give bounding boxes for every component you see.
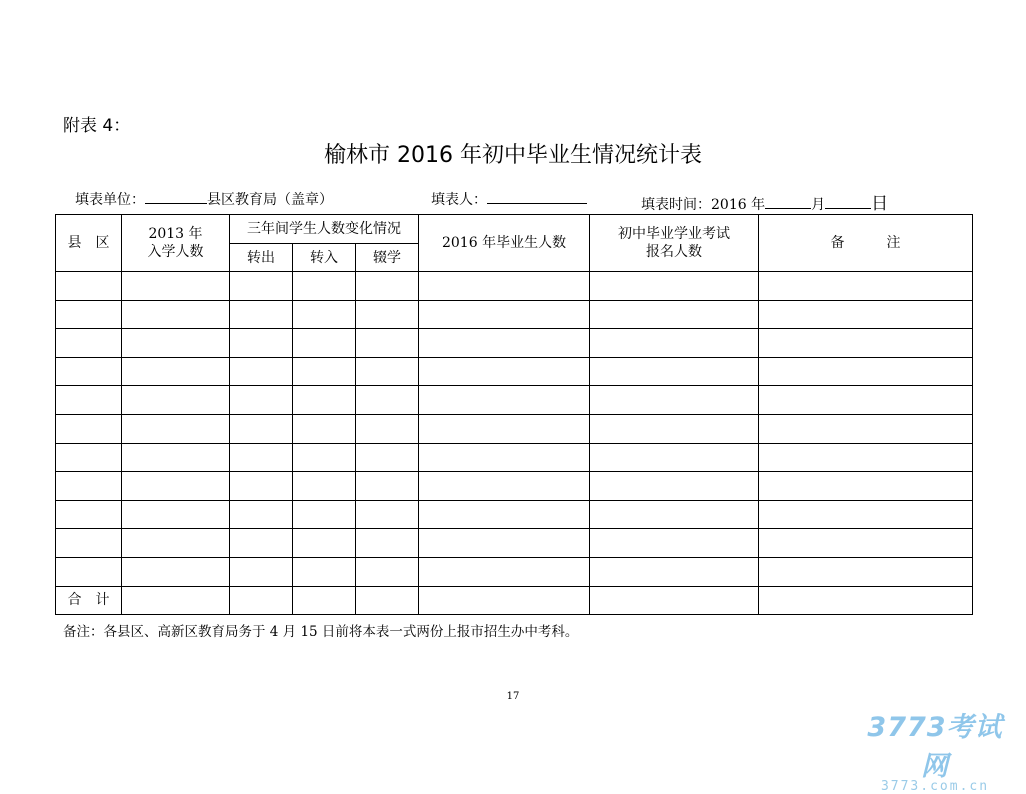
- table-cell: [419, 386, 590, 415]
- table-cell: [230, 529, 293, 558]
- table-cell: [230, 443, 293, 472]
- footnote: 备注：各县区、高新区教育局务于 4 月 15 日前将本表一式两份上报市招生办中考科。: [63, 624, 579, 640]
- unit-suffix: 县区教育局（盖章）: [207, 192, 333, 208]
- table-cell: [56, 443, 122, 472]
- table-cell: [122, 329, 230, 358]
- table-cell: [230, 272, 293, 301]
- person-label: 填表人：: [431, 192, 487, 208]
- header-county: 县 区: [56, 215, 122, 272]
- watermark-logo: 3773考试网: [867, 712, 1003, 782]
- table-cell: [230, 557, 293, 586]
- table-cell: [419, 500, 590, 529]
- table-cell: [122, 357, 230, 386]
- time-label: 填表时间：2016 年: [641, 197, 766, 213]
- table-cell: [122, 386, 230, 415]
- table-cell: [56, 357, 122, 386]
- header-row-1: [56, 215, 973, 244]
- month-label: 月: [811, 197, 826, 213]
- table-row: [56, 472, 973, 501]
- fill-unit: [75, 189, 333, 209]
- table-cell: [356, 300, 419, 329]
- table-row: [56, 386, 973, 415]
- table-cell: [122, 472, 230, 501]
- fill-time: [641, 189, 888, 214]
- table-cell: [293, 329, 356, 358]
- table-cell: [419, 357, 590, 386]
- unit-label: 填表单位：: [75, 192, 145, 208]
- fill-person: [431, 189, 587, 209]
- table-cell: [590, 500, 759, 529]
- table-row: [56, 272, 973, 301]
- table-cell: [230, 586, 293, 615]
- table-cell: [122, 272, 230, 301]
- table-cell: [293, 472, 356, 501]
- table-cell: [122, 443, 230, 472]
- table-cell: [590, 386, 759, 415]
- table-cell: [759, 300, 973, 329]
- table-cell: [419, 300, 590, 329]
- header-remarks: 备 注: [759, 215, 973, 272]
- table-cell: [56, 500, 122, 529]
- table-cell: [293, 586, 356, 615]
- table-cell: [759, 272, 973, 301]
- table-row: [56, 414, 973, 443]
- table-cell: [293, 414, 356, 443]
- table-cell: [590, 329, 759, 358]
- table-cell: [759, 386, 973, 415]
- header-enrollment: [122, 215, 230, 272]
- table-cell: [419, 443, 590, 472]
- table-cell: [230, 300, 293, 329]
- table-cell: [56, 414, 122, 443]
- table-row: [56, 443, 973, 472]
- table-cell: [293, 529, 356, 558]
- table-cell: [356, 586, 419, 615]
- table-cell: [590, 529, 759, 558]
- table-cell: [356, 386, 419, 415]
- page-number: 17: [506, 691, 520, 702]
- table-cell: [293, 386, 356, 415]
- header-exam-line1: 初中毕业学业考试: [618, 226, 731, 242]
- table-cell: [759, 329, 973, 358]
- table-cell: [356, 357, 419, 386]
- table-cell: [56, 272, 122, 301]
- table-cell: [293, 443, 356, 472]
- table-cell: [356, 557, 419, 586]
- statistics-table: [55, 214, 973, 615]
- table-cell: [590, 272, 759, 301]
- table-cell: [759, 500, 973, 529]
- table-cell: [419, 329, 590, 358]
- table-cell: [590, 300, 759, 329]
- table-cell: [419, 472, 590, 501]
- header-transfer-out: 转出: [230, 244, 293, 272]
- table-cell: [759, 443, 973, 472]
- table-cell: [590, 414, 759, 443]
- person-blank: [487, 190, 587, 204]
- table-cell: [419, 586, 590, 615]
- table-cell: [759, 472, 973, 501]
- total-label: 合 计: [56, 586, 122, 615]
- table-cell: [759, 414, 973, 443]
- table-cell: [590, 586, 759, 615]
- table-cell: [122, 557, 230, 586]
- table-cell: [293, 357, 356, 386]
- table-cell: [590, 357, 759, 386]
- table-cell: [293, 272, 356, 301]
- table-row: [56, 500, 973, 529]
- table-cell: [122, 500, 230, 529]
- table-cell: [356, 472, 419, 501]
- total-row: [56, 586, 973, 615]
- table-cell: [356, 500, 419, 529]
- table-row: [56, 329, 973, 358]
- unit-blank: [145, 190, 207, 204]
- table-cell: [56, 386, 122, 415]
- table-cell: [356, 443, 419, 472]
- table-cell: [590, 557, 759, 586]
- table-cell: [122, 529, 230, 558]
- table-cell: [122, 586, 230, 615]
- day-label: 日: [871, 194, 889, 214]
- table-cell: [230, 386, 293, 415]
- table-row: [56, 529, 973, 558]
- table-row: [56, 557, 973, 586]
- watermark-url: 3773.com.cn: [880, 779, 990, 794]
- table-cell: [230, 414, 293, 443]
- table-cell: [759, 357, 973, 386]
- table-cell: [356, 272, 419, 301]
- table-cell: [230, 329, 293, 358]
- table-cell: [356, 329, 419, 358]
- table-cell: [419, 414, 590, 443]
- table-cell: [56, 557, 122, 586]
- table-cell: [56, 300, 122, 329]
- table-cell: [56, 329, 122, 358]
- table-cell: [230, 357, 293, 386]
- header-graduates: 2016 年毕业生人数: [419, 215, 590, 272]
- table-cell: [759, 529, 973, 558]
- table-cell: [56, 472, 122, 501]
- header-dropout: 辍学: [356, 244, 419, 272]
- table-cell: [293, 557, 356, 586]
- table-cell: [356, 529, 419, 558]
- header-enrollment-line1: 2013 年: [148, 226, 203, 242]
- table-cell: [590, 472, 759, 501]
- watermark: [855, 705, 1015, 794]
- table-cell: [122, 414, 230, 443]
- document-title: 榆林市 2016 年初中毕业生情况统计表: [324, 143, 702, 168]
- table-cell: [590, 443, 759, 472]
- table-cell: [759, 586, 973, 615]
- table-cell: [230, 472, 293, 501]
- table-cell: [293, 500, 356, 529]
- header-exam-registrants: [590, 215, 759, 272]
- table-cell: [759, 557, 973, 586]
- table-cell: [419, 557, 590, 586]
- table-cell: [56, 529, 122, 558]
- table-cell: [419, 529, 590, 558]
- table-cell: [230, 500, 293, 529]
- appendix-label: 附表 4：: [63, 116, 131, 136]
- header-transfer-in: 转入: [293, 244, 356, 272]
- header-enrollment-line2: 入学人数: [147, 244, 204, 260]
- day-blank: [825, 195, 871, 209]
- table-cell: [356, 414, 419, 443]
- table-cell: [419, 272, 590, 301]
- month-blank: [765, 195, 811, 209]
- table-cell: [293, 300, 356, 329]
- table-cell: [122, 300, 230, 329]
- table-row: [56, 357, 973, 386]
- header-change-group: 三年间学生人数变化情况: [230, 215, 419, 244]
- header-exam-line2: 报名人数: [646, 244, 703, 260]
- table-row: [56, 300, 973, 329]
